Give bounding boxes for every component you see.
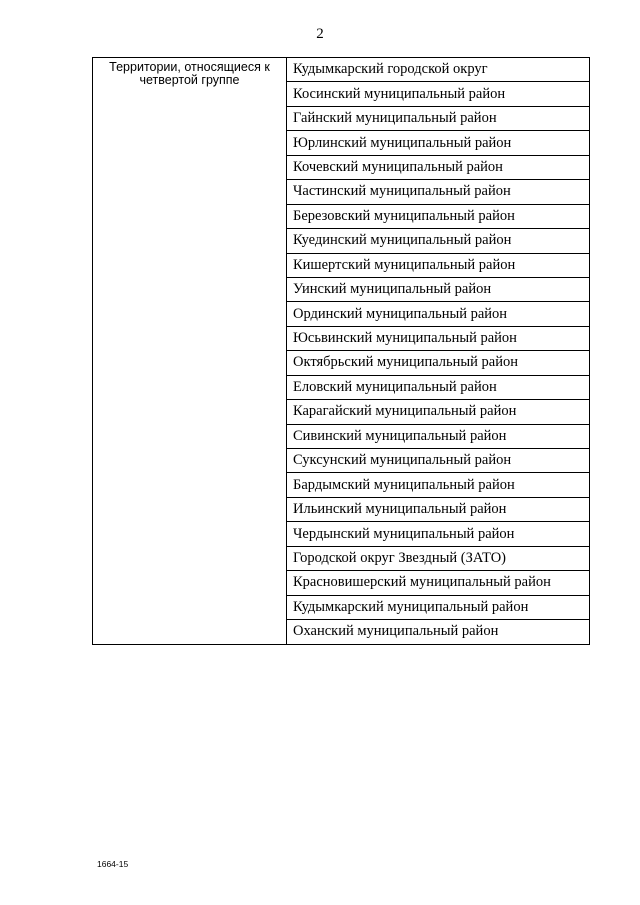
territory-name: Сивинский муниципальный район [287,424,590,448]
territory-name: Оханский муниципальный район [287,620,590,644]
territory-name: Красновишерский муниципальный район [287,571,590,595]
territory-name: Уинский муниципальный район [287,277,590,301]
territory-name: Березовский муниципальный район [287,204,590,228]
territory-name: Косинский муниципальный район [287,82,590,106]
territory-name: Городской округ Звездный (ЗАТО) [287,546,590,570]
territory-name: Карагайский муниципальный район [287,400,590,424]
territories-table [92,57,590,645]
territory-name: Кудымкарский муниципальный район [287,595,590,619]
territory-name: Юрлинский муниципальный район [287,131,590,155]
territory-name: Суксунский муниципальный район [287,449,590,473]
page-number: 2 [316,26,324,42]
territory-name: Кишертский муниципальный район [287,253,590,277]
territory-name: Еловский муниципальный район [287,375,590,399]
territory-name: Ординский муниципальный район [287,302,590,326]
territory-name: Октябрьский муниципальный район [287,351,590,375]
territory-name: Гайнский муниципальный район [287,106,590,130]
territory-name: Чердынский муниципальный район [287,522,590,546]
territory-name: Кочевский муниципальный район [287,155,590,179]
territory-name: Юсьвинский муниципальный район [287,326,590,350]
territory-name: Куединский муниципальный район [287,229,590,253]
territory-name: Бардымский муниципальный район [287,473,590,497]
territory-name: Кудымкарский городской округ [287,58,590,82]
table-row [93,58,590,82]
territory-name: Частинский муниципальный район [287,180,590,204]
group-label: Территории, относящиеся к четвертой группе [93,58,287,645]
document-code: 1664-15 [97,859,129,869]
territory-name: Ильинский муниципальный район [287,497,590,521]
territories-table-body [93,58,590,645]
